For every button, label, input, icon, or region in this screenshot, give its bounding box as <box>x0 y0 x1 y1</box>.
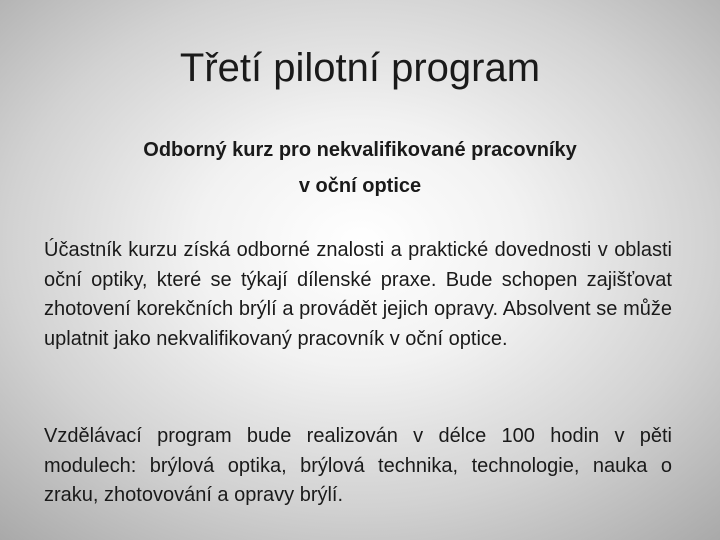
paragraph-program-scope: Vzdělávací program bude realizován v délce 100 hodin v pěti modulech: brýlová optika, brýlová technika, technologie, nauka o zraku, zhotovování a opravy brýlí. <box>44 425 672 506</box>
slide-subtitle <box>90 132 630 204</box>
subtitle-line-2: v oční optice <box>298 175 422 197</box>
subtitle-line-1: Odborný kurz pro nekvalifikované pracovníky <box>143 139 577 161</box>
slide-title: Třetí pilotní program <box>179 46 541 90</box>
paragraph-course-outcome: Účastník kurzu získá odborné znalosti a praktické dovednosti v oblasti oční optiky, které se týkají dílenské praxe. Bude schopen zajišťovat zhotovení korekčních brýlí a provádět jejich opravy. Absolvent se může uplatnit jako nekvalifikovaný pracovník v oční optice. <box>44 239 672 350</box>
